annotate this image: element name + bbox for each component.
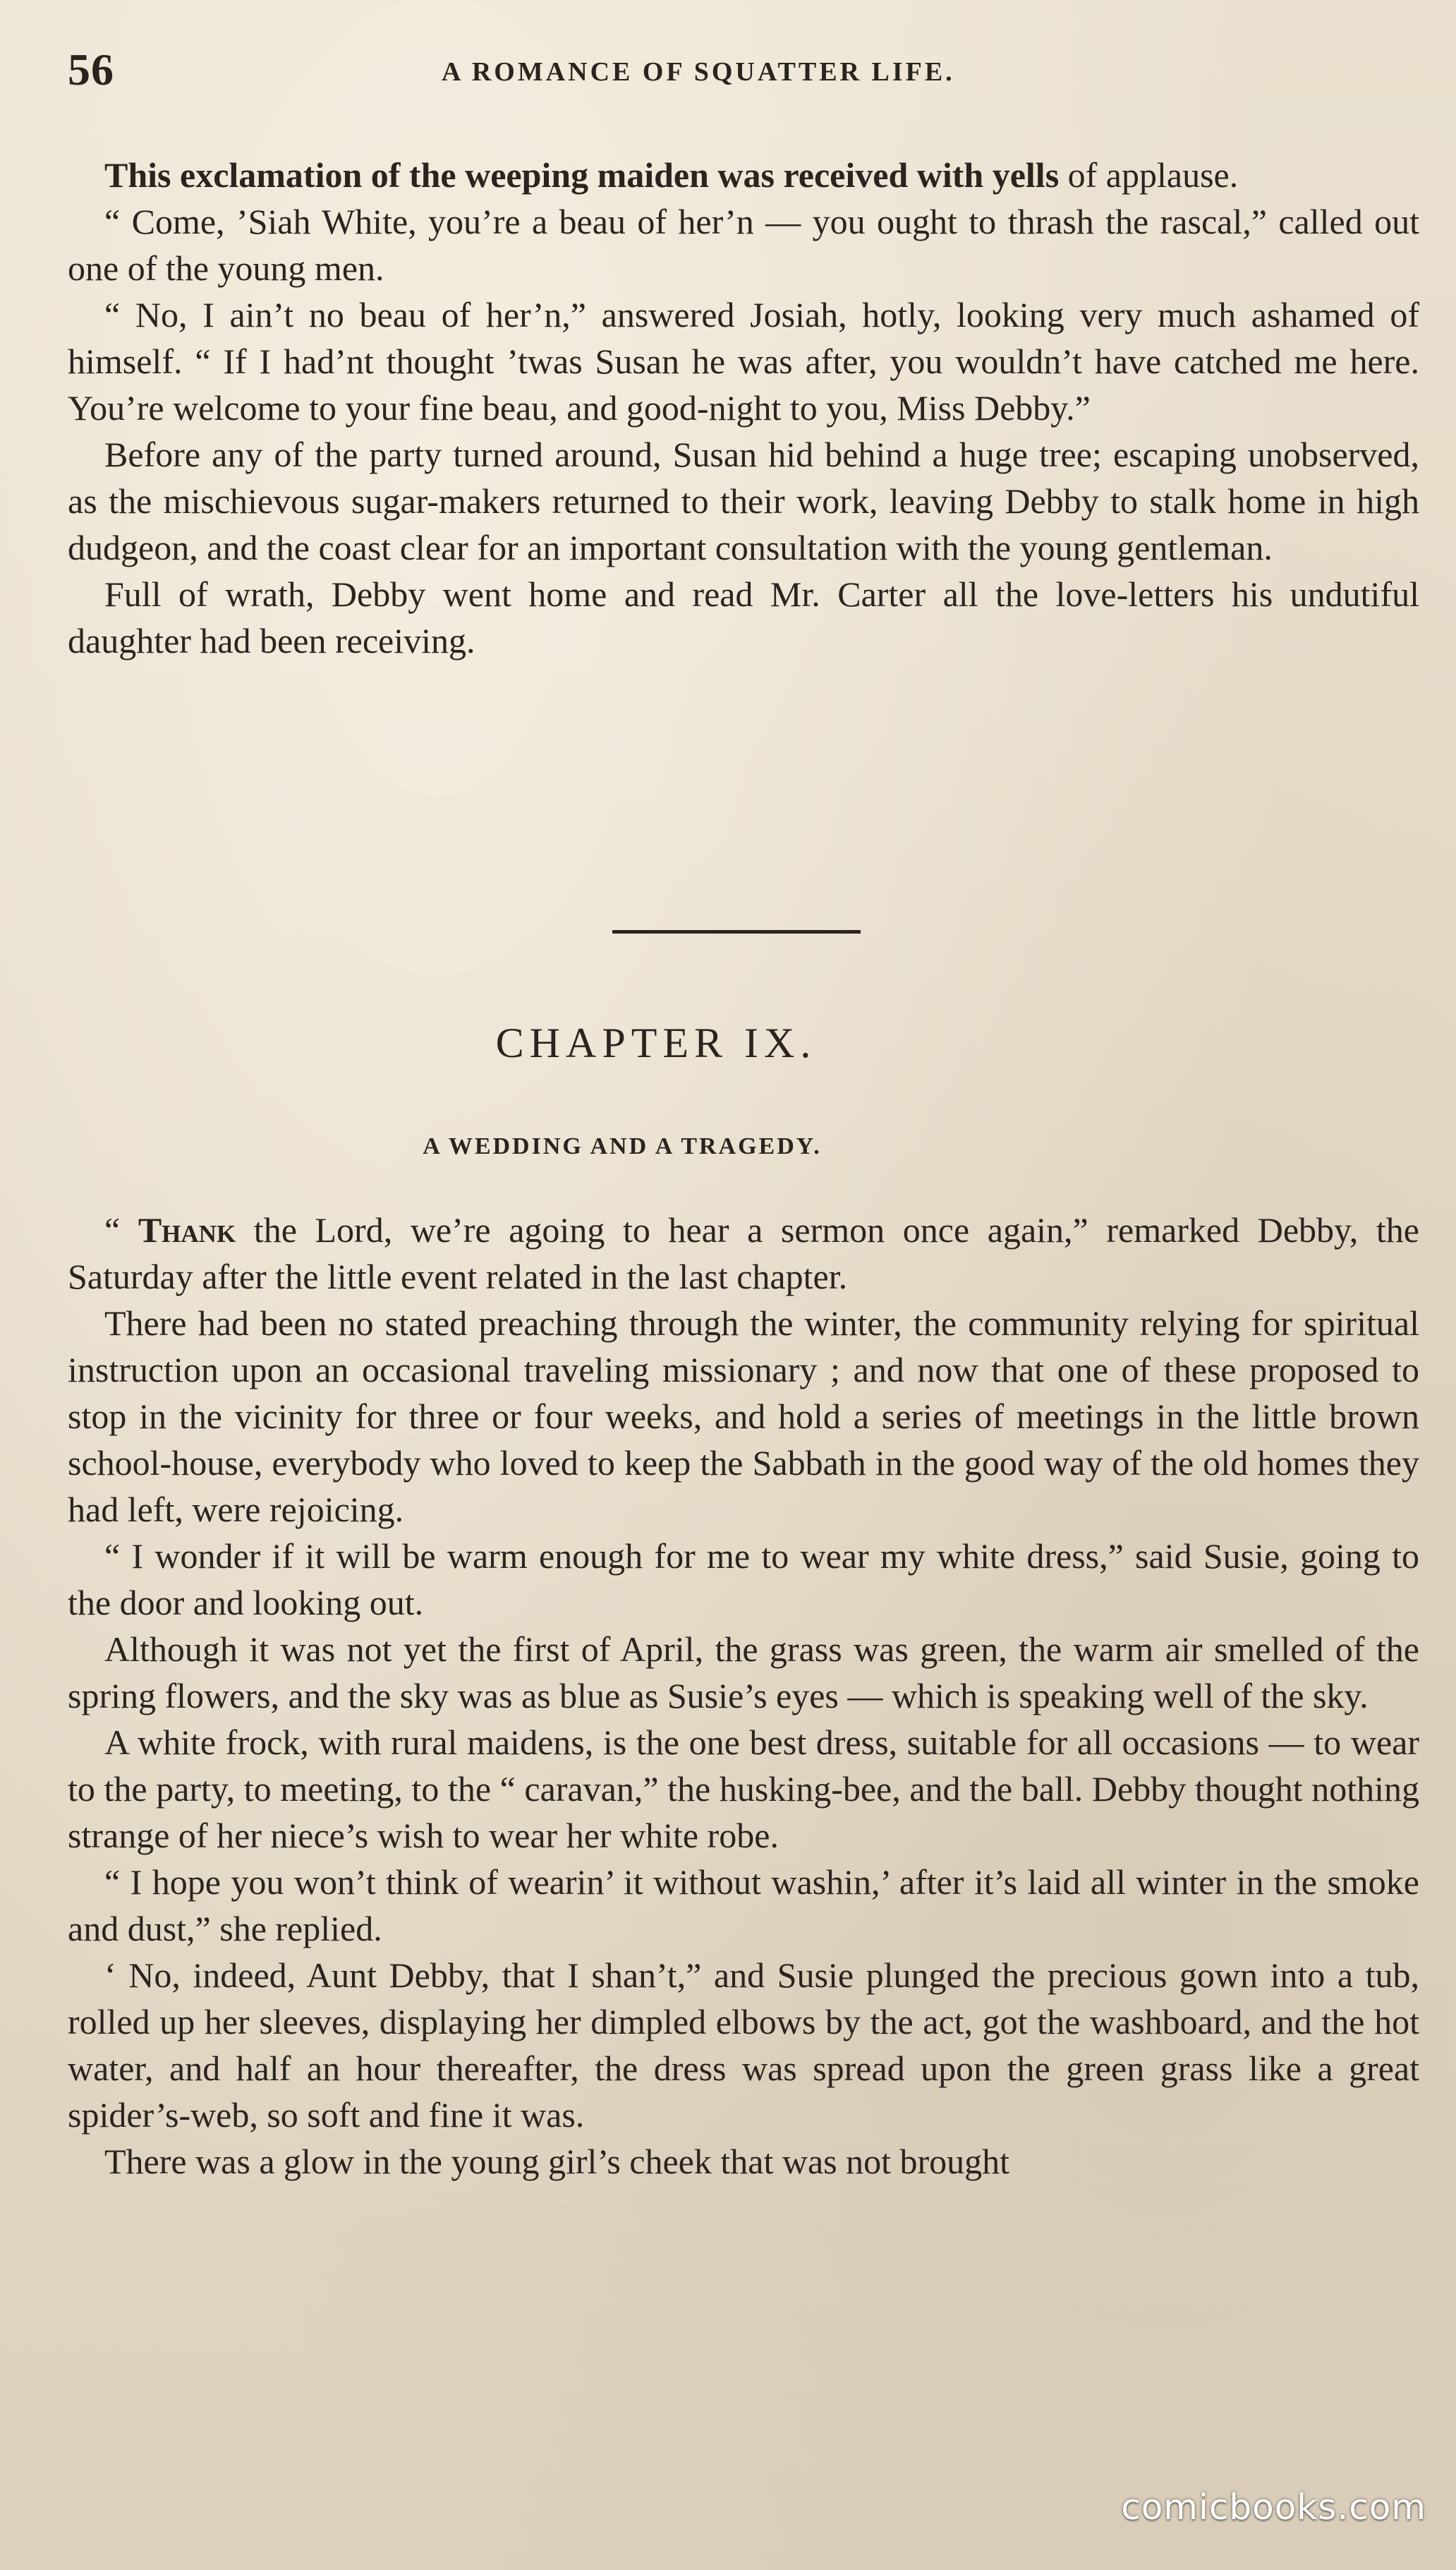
chapter-subtitle: A WEDDING AND A TRAGEDY.	[423, 1133, 822, 1159]
smallcaps-lead-word: Thank	[138, 1210, 236, 1250]
page-number: 56	[68, 44, 114, 95]
paragraph: “ I hope you won’t think of wearin’ it without washin,’ after it’s laid all winter in the smoke and dust,” she replied.	[68, 1862, 1419, 1948]
paragraph-rest: the Lord, we’re agoing to hear a sermon once again,” remarked Debby, the Saturday after the little event related in the last chapter.	[68, 1210, 1419, 1296]
paragraph: ‘ No, indeed, Aunt Debby, that I shan’t,” and Susie plunged the precious gown into a tub, rolled up her sleeves, displaying her dimpled elbows by the act, got the washboard, and the hot water, and half an hour thereafter, the dress was spread upon the green grass like a great spider’s-web, so soft and fine it was.	[68, 1955, 1419, 2135]
text-section-chapter-body	[68, 1207, 1419, 2185]
paragraph: Although it was not yet the first of April, the grass was green, the warm air smelled of the spring flowers, and the sky was as blue as Susie’s eyes — which is speaking well of the sky.	[68, 1629, 1419, 1715]
paragraph	[68, 152, 1419, 198]
paragraph: There had been no stated preaching through the winter, the community relying for spiritual instruction upon an occasional traveling missionary ; and now that one of these proposed to stop in the vicinity for three or four weeks, and hold a series of meetings in the little brown school-house, everybody who loved to keep the Sabbath in the good way of the old homes they had left, were rejoicing.	[68, 1303, 1419, 1529]
running-head: A ROMANCE OF SQUATTER LIFE.	[442, 57, 955, 87]
watermark: comicbooks.com	[1121, 2487, 1426, 2528]
text-section-before-chapter	[68, 152, 1419, 664]
page-header	[68, 44, 1422, 107]
paragraph	[68, 1207, 1419, 1300]
paragraph: A white frock, with rural maidens, is the one best dress, suitable for all occasions — to wear to the party, to meeting, to the “ caravan,” the husking-bee, and the ball. Debby thought nothing strange of her niece’s wish to wear her white robe.	[68, 1723, 1419, 1855]
paragraph: “ No, I ain’t no beau of her’n,” answered Josiah, hotly, looking very much ashamed of himself. “ If I had’nt thought ’twas Susan he was after, you wouldn’t have catched me here. You’re welcome to your fine beau, and good-night to you, Miss Debby.”	[68, 295, 1419, 428]
paragraph: “ I wonder if it will be warm enough for me to wear my white dress,” said Susie, going to the door and looking out.	[68, 1536, 1419, 1622]
paragraph-rest: of applause.	[1059, 155, 1239, 195]
open-quote: “	[104, 1210, 138, 1250]
paragraph: Before any of the party turned around, Susan hid behind a huge tree; escaping unobserved, as the mischievous sugar-makers returned to their work, leaving Debby to stalk home in high dudgeon, and the coast clear for an important consultation with the young gentleman.	[68, 435, 1419, 567]
chapter-title: CHAPTER IX.	[495, 1020, 817, 1066]
paragraph-lead: This exclamation of the weeping maiden was received with yells	[104, 155, 1060, 195]
paragraph: Full of wrath, Debby went home and read Mr. Carter all the love-letters his undutiful daughter had been receiving.	[68, 574, 1419, 660]
paragraph: There was a glow in the young girl’s cheek that was not brought	[104, 2142, 1010, 2181]
paragraph: “ Come, ’Siah White, you’re a beau of her’n — you ought to thrash the rascal,” called out one of the young men.	[68, 202, 1419, 288]
section-divider-rule	[612, 930, 861, 934]
